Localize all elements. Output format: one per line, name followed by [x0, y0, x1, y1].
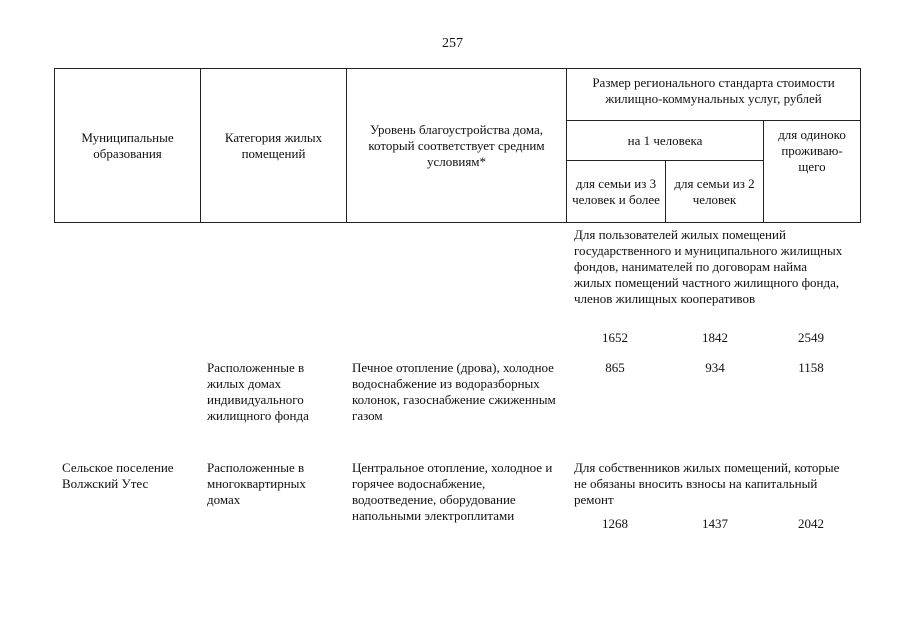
row-1-note: Для пользователей жилых помещений государственного и муниципального жилищных фондов, нанимателей по договорам найма жилых помещений частного жилищного фонда, членов жилищных кооперативов: [574, 227, 843, 306]
row-2-value-family2: 934: [705, 360, 725, 375]
header-single: для одиноко проживаю-щего: [764, 121, 861, 223]
row-3-category: Расположенные в многоквартирных домах: [207, 460, 306, 507]
header-family3: для семьи из 3 человек и более: [567, 161, 666, 223]
row-3-value-family3: 1268: [602, 516, 628, 531]
header-family2: для семьи из 2 человек: [666, 161, 764, 223]
row-1-value-family2: 1842: [702, 330, 728, 345]
row-1-value-family3: 1652: [602, 330, 628, 345]
row-1-value-single: 2549: [798, 330, 824, 345]
row-2-level: Печное отопление (дрова), холодное водоснабжение из водоразборных колонок, газоснабжение сжиженным газом: [352, 360, 556, 423]
row-3-level: Центральное отопление, холодное и горячее водоснабжение, водоотведение, оборудование напольными электроплитами: [352, 460, 553, 523]
row-2-category: Расположенные в жилых домах индивидуального жилищного фонда: [207, 360, 309, 423]
row-2-value-single: 1158: [798, 360, 824, 375]
header-municipality: Муниципальные образования: [55, 69, 201, 223]
header-category: Категория жилых помещений: [201, 69, 347, 223]
row-3-value-family2: 1437: [702, 516, 728, 531]
table-header: [54, 68, 861, 223]
header-per-person: на 1 человека: [567, 121, 764, 161]
header-level: Уровень благоустройства дома, который соответствует средним условиям*: [347, 69, 567, 223]
header-standard: Размер регионального стандарта стоимости жилищно-коммунальных услуг, рублей: [567, 69, 861, 121]
row-3-municipality: Сельское поселение Волжский Утес: [62, 460, 174, 491]
row-3-value-single: 2042: [798, 516, 824, 531]
row-3-note: Для собственников жилых помещений, которые не обязаны вносить взносы на капитальный ремонт: [574, 460, 840, 507]
row-2-value-family3: 865: [605, 360, 625, 375]
page-number: 257: [442, 36, 463, 51]
